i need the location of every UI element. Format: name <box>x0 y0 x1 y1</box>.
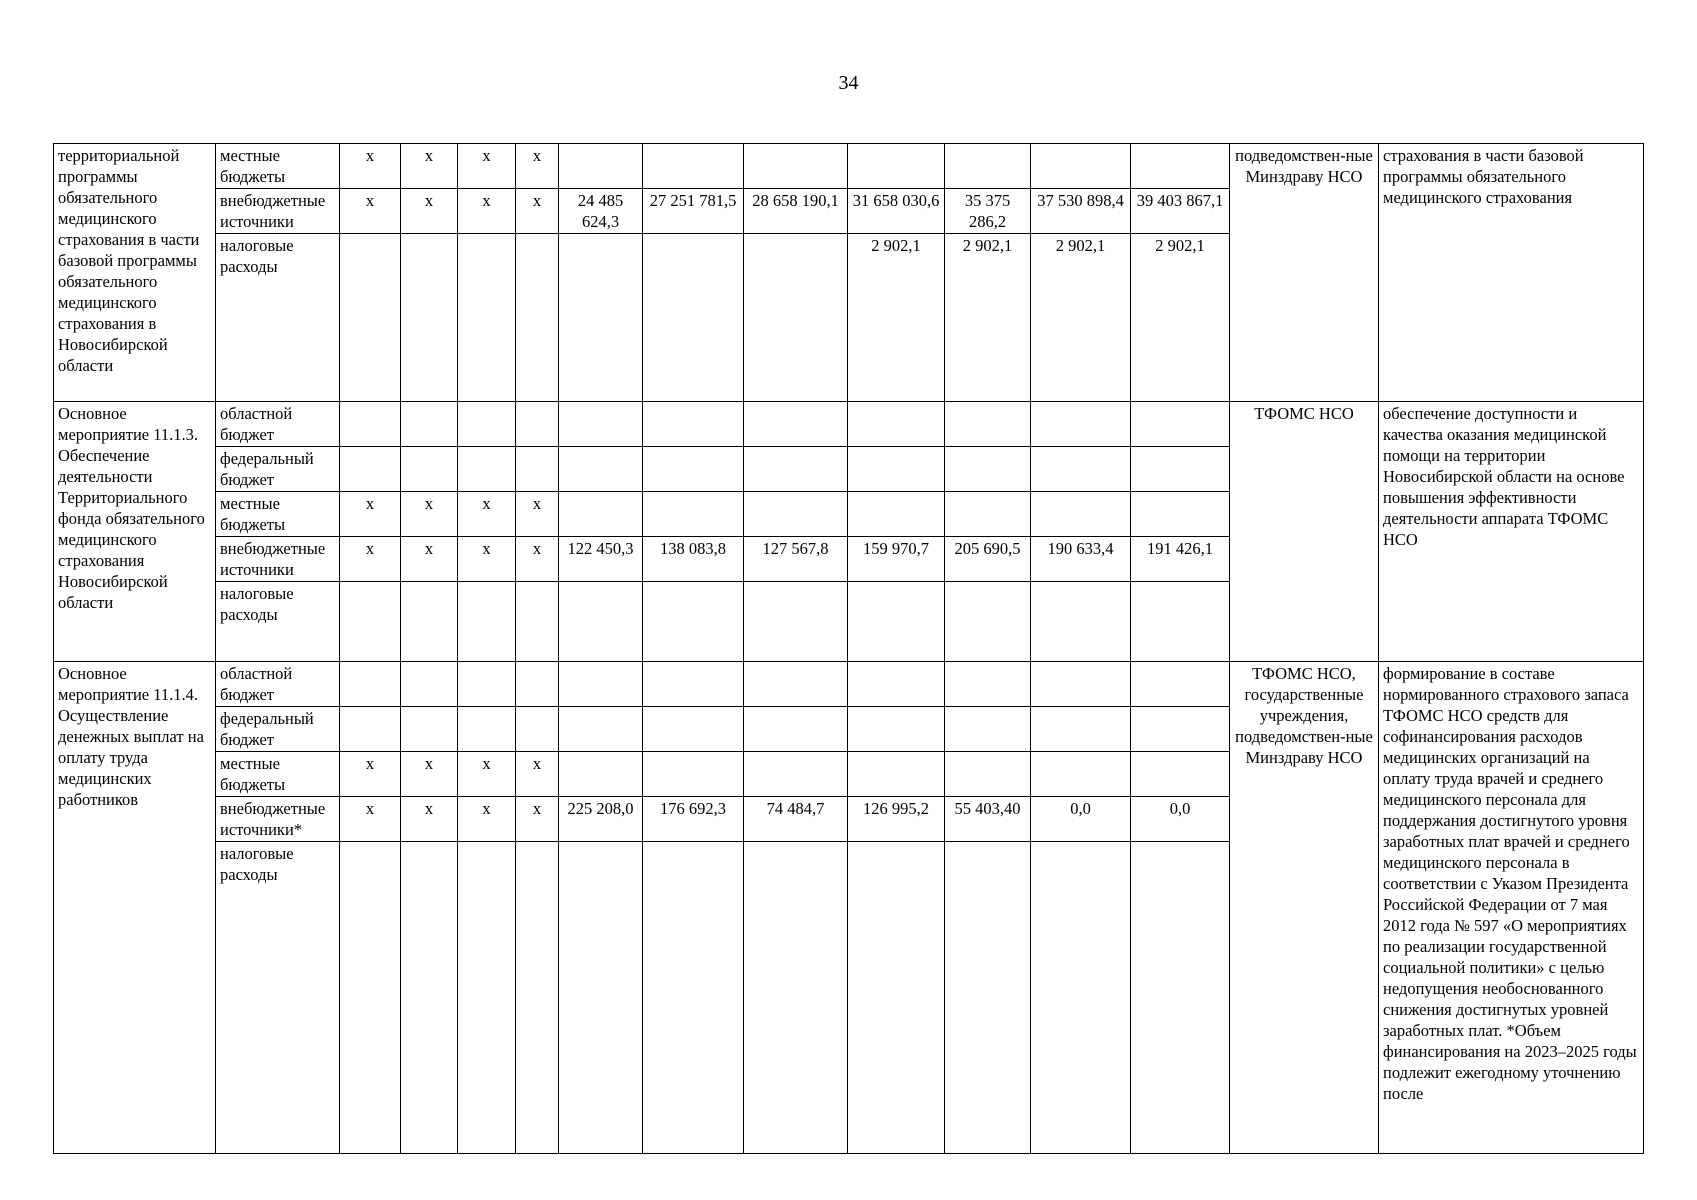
funding-source-cell: областной бюджет <box>216 402 340 447</box>
funding-source-cell: областной бюджет <box>216 662 340 707</box>
mark-cell <box>516 707 559 752</box>
value-cell <box>945 842 1031 1154</box>
goal-cell: обеспечение доступности и качества оказания медицинской помощи на территории Новосибирской области на основе повышения эффективности деятельности аппарата ТФОМС НСО <box>1379 402 1644 662</box>
value-cell <box>559 144 643 189</box>
value-cell <box>643 447 744 492</box>
value-cell <box>945 752 1031 797</box>
value-cell <box>1031 447 1131 492</box>
value-cell: 37 530 898,4 <box>1031 189 1131 234</box>
mark-cell: x <box>458 752 516 797</box>
value-cell <box>1031 842 1131 1154</box>
mark-cell <box>340 402 401 447</box>
mark-cell <box>401 582 458 662</box>
value-cell: 39 403 867,1 <box>1131 189 1230 234</box>
executor-cell: ТФОМС НСО, государственные учреждения, подведомствен-ные Минздраву НСО <box>1230 662 1379 1154</box>
value-cell <box>848 707 945 752</box>
mark-cell <box>340 234 401 402</box>
mark-cell: x <box>458 492 516 537</box>
funding-source-cell: федеральный бюджет <box>216 447 340 492</box>
value-cell: 190 633,4 <box>1031 537 1131 582</box>
value-cell: 2 902,1 <box>945 234 1031 402</box>
mark-cell: x <box>458 144 516 189</box>
mark-cell: x <box>340 797 401 842</box>
value-cell: 27 251 781,5 <box>643 189 744 234</box>
mark-cell <box>458 707 516 752</box>
value-cell <box>848 492 945 537</box>
value-cell <box>1031 582 1131 662</box>
mark-cell <box>516 402 559 447</box>
value-cell: 2 902,1 <box>1131 234 1230 402</box>
value-cell: 126 995,2 <box>848 797 945 842</box>
value-cell: 2 902,1 <box>1031 234 1131 402</box>
value-cell <box>848 402 945 447</box>
value-cell <box>559 492 643 537</box>
value-cell: 138 083,8 <box>643 537 744 582</box>
value-cell <box>643 707 744 752</box>
value-cell <box>643 144 744 189</box>
mark-cell: x <box>401 144 458 189</box>
value-cell <box>744 752 848 797</box>
mark-cell: x <box>458 537 516 582</box>
value-cell <box>848 662 945 707</box>
mark-cell: x <box>401 752 458 797</box>
value-cell <box>1031 492 1131 537</box>
value-cell <box>945 144 1031 189</box>
value-cell: 159 970,7 <box>848 537 945 582</box>
value-cell <box>559 234 643 402</box>
mark-cell: x <box>458 189 516 234</box>
executor-cell: ТФОМС НСО <box>1230 402 1379 662</box>
mark-cell: x <box>401 797 458 842</box>
mark-cell <box>458 842 516 1154</box>
value-cell <box>848 582 945 662</box>
mark-cell <box>340 707 401 752</box>
value-cell: 35 375 286,2 <box>945 189 1031 234</box>
value-cell <box>559 402 643 447</box>
mark-cell: x <box>516 492 559 537</box>
mark-cell <box>401 234 458 402</box>
value-cell <box>744 402 848 447</box>
mark-cell <box>401 662 458 707</box>
value-cell <box>1131 752 1230 797</box>
value-cell: 176 692,3 <box>643 797 744 842</box>
mark-cell: x <box>458 797 516 842</box>
mark-cell <box>516 447 559 492</box>
executor-cell: подведомствен-ные Минздраву НСО <box>1230 144 1379 402</box>
funding-source-cell: налоговые расходы <box>216 842 340 1154</box>
mark-cell <box>401 707 458 752</box>
table-row <box>54 662 1644 707</box>
value-cell: 2 902,1 <box>848 234 945 402</box>
value-cell <box>848 752 945 797</box>
value-cell <box>643 234 744 402</box>
value-cell: 55 403,40 <box>945 797 1031 842</box>
value-cell <box>945 662 1031 707</box>
value-cell <box>744 234 848 402</box>
value-cell <box>1031 144 1131 189</box>
value-cell <box>945 707 1031 752</box>
value-cell <box>848 447 945 492</box>
mark-cell <box>458 662 516 707</box>
funding-source-cell: налоговые расходы <box>216 582 340 662</box>
value-cell <box>945 402 1031 447</box>
mark-cell: x <box>340 752 401 797</box>
value-cell <box>1031 752 1131 797</box>
value-cell <box>744 842 848 1154</box>
mark-cell <box>340 582 401 662</box>
value-cell <box>643 752 744 797</box>
financing-table <box>53 143 1644 1154</box>
mark-cell: x <box>340 189 401 234</box>
mark-cell: x <box>340 144 401 189</box>
value-cell <box>744 662 848 707</box>
event-name-cell: территориальной программы обязательного медицинского страхования в части базовой программы обязательного медицинского страхования в Новосибирской области <box>54 144 216 402</box>
value-cell: 225 208,0 <box>559 797 643 842</box>
funding-source-cell: местные бюджеты <box>216 144 340 189</box>
value-cell <box>744 492 848 537</box>
funding-source-cell: внебюджетные источники <box>216 189 340 234</box>
mark-cell: x <box>340 537 401 582</box>
mark-cell <box>458 582 516 662</box>
event-name-cell: Основное мероприятие 11.1.4. Осуществление денежных выплат на оплату труда медицинских работников <box>54 662 216 1154</box>
value-cell <box>744 707 848 752</box>
mark-cell: x <box>516 752 559 797</box>
mark-cell <box>458 234 516 402</box>
value-cell: 0,0 <box>1031 797 1131 842</box>
funding-source-cell: местные бюджеты <box>216 492 340 537</box>
mark-cell: x <box>401 492 458 537</box>
goal-cell: страхования в части базовой программы обязательного медицинского страхования <box>1379 144 1644 402</box>
value-cell <box>945 447 1031 492</box>
value-cell: 122 450,3 <box>559 537 643 582</box>
value-cell <box>848 842 945 1154</box>
value-cell <box>643 842 744 1154</box>
mark-cell <box>340 447 401 492</box>
value-cell <box>1131 447 1230 492</box>
mark-cell: x <box>516 537 559 582</box>
value-cell <box>643 582 744 662</box>
value-cell: 28 658 190,1 <box>744 189 848 234</box>
mark-cell <box>458 402 516 447</box>
mark-cell <box>401 842 458 1154</box>
mark-cell <box>516 842 559 1154</box>
funding-source-cell: внебюджетные источники* <box>216 797 340 842</box>
mark-cell: x <box>401 537 458 582</box>
value-cell <box>848 144 945 189</box>
mark-cell <box>516 582 559 662</box>
value-cell <box>559 752 643 797</box>
value-cell <box>559 707 643 752</box>
value-cell <box>1031 707 1131 752</box>
mark-cell <box>401 447 458 492</box>
value-cell <box>1031 402 1131 447</box>
value-cell <box>744 447 848 492</box>
funding-source-cell: федеральный бюджет <box>216 707 340 752</box>
value-cell <box>1131 402 1230 447</box>
value-cell <box>1031 662 1131 707</box>
value-cell <box>744 144 848 189</box>
value-cell <box>559 447 643 492</box>
funding-source-cell: внебюджетные источники <box>216 537 340 582</box>
mark-cell: x <box>516 144 559 189</box>
mark-cell: x <box>401 189 458 234</box>
value-cell <box>945 492 1031 537</box>
table-row <box>54 402 1644 447</box>
mark-cell <box>516 234 559 402</box>
value-cell <box>1131 144 1230 189</box>
value-cell <box>1131 707 1230 752</box>
value-cell <box>1131 842 1230 1154</box>
mark-cell: x <box>516 797 559 842</box>
value-cell <box>559 582 643 662</box>
mark-cell <box>340 662 401 707</box>
mark-cell <box>401 402 458 447</box>
value-cell: 205 690,5 <box>945 537 1031 582</box>
funding-source-cell: местные бюджеты <box>216 752 340 797</box>
value-cell: 74 484,7 <box>744 797 848 842</box>
mark-cell <box>516 662 559 707</box>
value-cell <box>744 582 848 662</box>
page-number: 34 <box>838 72 859 94</box>
value-cell <box>643 662 744 707</box>
mark-cell: x <box>516 189 559 234</box>
value-cell <box>559 662 643 707</box>
event-name-cell: Основное мероприятие 11.1.3. Обеспечение деятельности Территориального фонда обязательного медицинского страхования Новосибирской области <box>54 402 216 662</box>
value-cell <box>643 492 744 537</box>
value-cell: 191 426,1 <box>1131 537 1230 582</box>
mark-cell: x <box>340 492 401 537</box>
funding-source-cell: налоговые расходы <box>216 234 340 402</box>
value-cell <box>643 402 744 447</box>
goal-cell: формирование в составе нормированного страхового запаса ТФОМС НСО средств для софинансирования расходов медицинских организаций на оплату труда врачей и среднего медицинского персонала для поддержания достигнутого уровня заработных плат врачей и среднего медицинского персонала в соответствии с Указом Президента Российской Федерации от 7 мая 2012 года № 597 «О мероприятиях по реализации государственной социальной политики» с целью недопущения необоснованного снижения достигнутых уровней заработных плат. *Объем финансирования на 2023–2025 годы подлежит ежегодному уточнению после <box>1379 662 1644 1154</box>
value-cell: 31 658 030,6 <box>848 189 945 234</box>
value-cell <box>945 582 1031 662</box>
mark-cell <box>340 842 401 1154</box>
table-row <box>54 144 1644 189</box>
value-cell <box>1131 662 1230 707</box>
mark-cell <box>458 447 516 492</box>
value-cell: 127 567,8 <box>744 537 848 582</box>
value-cell: 24 485 624,3 <box>559 189 643 234</box>
value-cell <box>1131 492 1230 537</box>
value-cell <box>1131 582 1230 662</box>
value-cell: 0,0 <box>1131 797 1230 842</box>
value-cell <box>559 842 643 1154</box>
